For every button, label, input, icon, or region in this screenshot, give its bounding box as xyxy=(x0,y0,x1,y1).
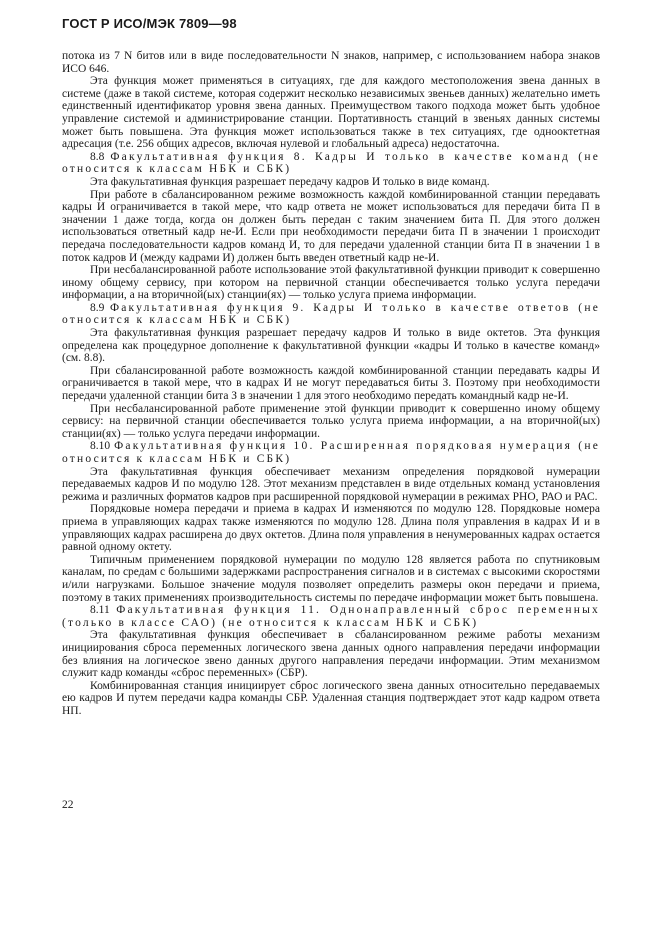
paragraph: При несбалансированной работе применение этой функции приводит к совершенно иному общему сервису: на первичной станции обеспечивается только услуга приема информации, а на вторичной(ых) станции(ях) — только услуга передачи информации. xyxy=(62,402,600,440)
section-title: Факультативная функция 8. Кадры И только в качестве команд (не относится к классам НБК и СБК) xyxy=(62,150,600,176)
section-number: 8.10 xyxy=(90,440,111,453)
paragraph: Типичным применением порядковой нумерации по модулю 128 является работа по спутниковым каналам, по средам с большими задержками распространения сигналов и в системах с высокими скоростями и/или нагрузками. Большое значение модуля позволяет определить размеры окон передачи и приема, поэтому в таких применениях производительность системы по передаче информации может быть повышена. xyxy=(62,553,600,604)
paragraph: При работе в сбалансированном режиме возможность каждой комбинированной станции передавать кадры И ограничивается в такой мере, что кадр ответа не может использоваться для передачи бита П в значении 1 даже тогда, когда он должен быть передан с таким значением бита П. Для этого должен использоваться ответный кадр не-И. Если при необходимости передачи бита П в значении 1 происходит передача последовательности кадров команд И, то для передачи удаленной станции бита П в значении 1 в поток кадров И (между кадрами И) должен быть введен ответный кадр не-И. xyxy=(62,188,600,264)
paragraph: Комбинированная станция инициирует сброс логического звена данных относительно передаваемых ею кадров И путем передачи кадра команды СБР. Удаленная станция подтверждает этот кадр кадром ответа НП. xyxy=(62,679,600,717)
paragraph: При несбалансированной работе использование этой факультативной функции приводит к совершенно иному общему сервису, при котором на первичной станции обеспечивается только услуга передачи информации, а на вторичной(ых) станции(ях) — только услуга приема информации. xyxy=(62,264,600,302)
paragraph: Эта факультативная функция обеспечивает в сбалансированном режиме работы механизм инициирования сброса переменных логического звена данных одного направления передачи информации без влияния на логическое звено данных другого направления передачи информации. Этим механизмом служит кадр команды «сброс переменных» (СБР). xyxy=(62,629,600,680)
paragraph: Порядковые номера передачи и приема в кадрах И изменяются по модулю 128. Порядковые номера приема в управляющих кадрах также изменяются по модулю 128. Длина поля управления в кадрах И и в управляющих кадрах расширена до двух октетов. Длина поля управления в ненумерованных кадрах остается равной одному октету. xyxy=(62,503,600,554)
paragraph: Эта факультативная функция обеспечивает механизм определения порядковой нумерации передаваемых кадров И по модулю 128. Этот механизм представлен в виде отдельных команд установления режима и различных форматов кадров при расширенной порядковой нумерации в режимах РНО, РАО и РАС. xyxy=(62,465,600,503)
section-title: Факультативная функция 9. Кадры И только в качестве ответов (не относится к классам НБК и СБК) xyxy=(62,301,600,327)
section-title: Факультативная функция 10. Расширенная порядковая нумерация (не относится к классам НБК и СБК) xyxy=(62,440,600,465)
paragraph: Эта факультативная функция разрешает передачу кадров И только в виде команд. xyxy=(90,175,490,188)
section-number: 8.9 xyxy=(90,301,105,314)
paragraph: При сбалансированной работе возможность каждой комбинированной станции передавать кадры И ограничивается в такой мере, что в кадрах И не могут передаваться биты З. Поэтому при необходимости передачи удаленной станции бита З в значении 1 для этого необходимо передать командный кадр не-И. xyxy=(62,364,600,403)
section-title: Факультативная функция 11. Однонаправленный сброс переменных (только в классе САО) (не относится к классам НБК и СБК) xyxy=(62,604,601,629)
paragraph: Эта факультативная функция разрешает передачу кадров И только в виде октетов. Эта функция определена как процедурное дополнение к факультативной функции «кадры И только в качестве команд» (см. 8.8). xyxy=(62,327,600,365)
page-header: ГОСТ Р ИСО/МЭК 7809—98 xyxy=(62,16,237,31)
paragraph: потока из 7 N битов или в виде последовательности N знаков, например, с использованием набора знаков ИСО 646. xyxy=(62,50,600,75)
document-body xyxy=(62,50,600,717)
page-number: 22 xyxy=(62,799,74,811)
section-8-8-heading xyxy=(62,151,600,176)
section-number: 8.11 xyxy=(90,604,110,617)
section-8-10-heading xyxy=(62,440,600,465)
section-number: 8.8 xyxy=(90,150,105,163)
section-8-11-heading xyxy=(62,604,600,629)
section-8-9-heading xyxy=(62,302,600,327)
paragraph: Эта функция может применяться в ситуациях, где для каждого местоположения звена данных в системе (даже в такой системе, которая содержит несколько независимых звеньев данных) желательно иметь единственный идентификатор уровня звена данных. Преимуществом такого подхода может быть удобное управление системой и администрирование станции. Портативность станций в звеньях данных системы может быть повышена. Эта функция может использоваться также в тех ситуациях, где однооктетная адресация (т.е. 256 общих адресов, включая нулевой и глобальный адреса) недостаточна. xyxy=(62,75,600,151)
